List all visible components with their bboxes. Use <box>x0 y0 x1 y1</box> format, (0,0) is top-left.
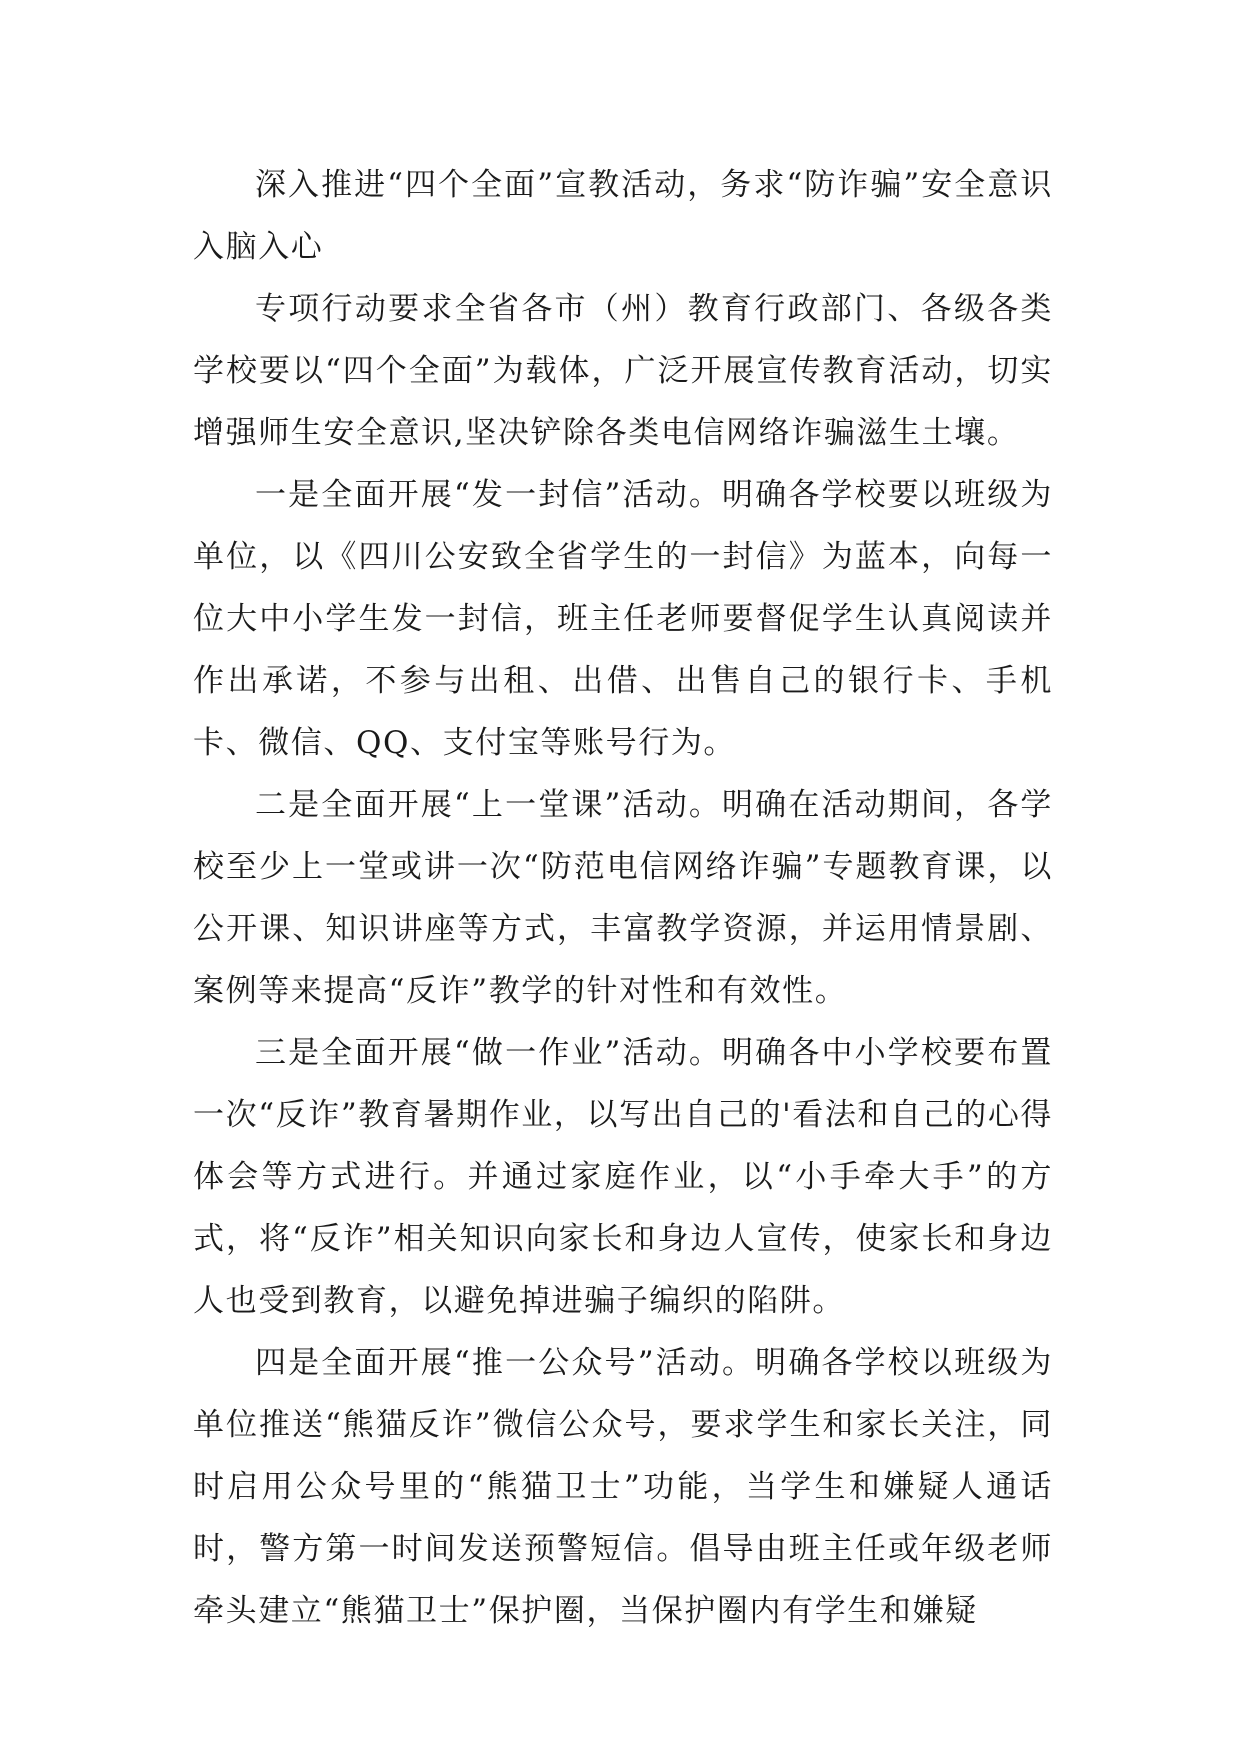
paragraph-homework: 三是全面开展“做一作业”活动。明确各中小学校要布置一次“反诈”教育暑期作业，以写出自己的'看法和自己的心得体会等方式进行。并通过家庭作业，以“小手牵大手”的方式，将“反诈”相关知识向家长和身边人宣传，使家长和身边人也受到教育，以避免掉进骗子编织的陷阱。 <box>193 1035 1054 1319</box>
section-heading: 深入推进“四个全面”宣教活动，务求“防诈骗”安全意识入脑入心 <box>193 167 1053 265</box>
document-body <box>193 154 1053 1642</box>
paragraph-intro: 专项行动要求全省各市（州）教育行政部门、各级各类学校要以“四个全面”为载体，广泛开展宣传教育活动，切实增强师生安全意识,坚决铲除各类电信网络诈骗滋生土壤。 <box>193 291 1053 451</box>
paragraph-lesson: 二是全面开展“上一堂课”活动。明确在活动期间，各学校至少上一堂或讲一次“防范电信网络诈骗”专题教育课，以公开课、知识讲座等方式，丰富教学资源，并运用情景剧、案例等来提高“反诈”教学的针对性和有效性。 <box>193 787 1053 1009</box>
paragraph-letter: 一是全面开展“发一封信”活动。明确各学校要以班级为单位，以《四川公安致全省学生的一封信》为蓝本，向每一位大中小学生发一封信，班主任老师要督促学生认真阅读并作出承诺，不参与出租、出借、出售自己的银行卡、手机卡、微信、QQ、支付宝等账号行为。 <box>193 477 1053 761</box>
paragraph-official-account: 四是全面开展“推一公众号”活动。明确各学校以班级为单位推送“熊猫反诈”微信公众号，要求学生和家长关注，同时启用公众号里的“熊猫卫士”功能，当学生和嫌疑人通话时，警方第一时间发送预警短信。倡导由班主任或年级老师牵头建立“熊猫卫士”保护圈，当保护圈内有学生和嫌疑 <box>193 1345 1053 1629</box>
